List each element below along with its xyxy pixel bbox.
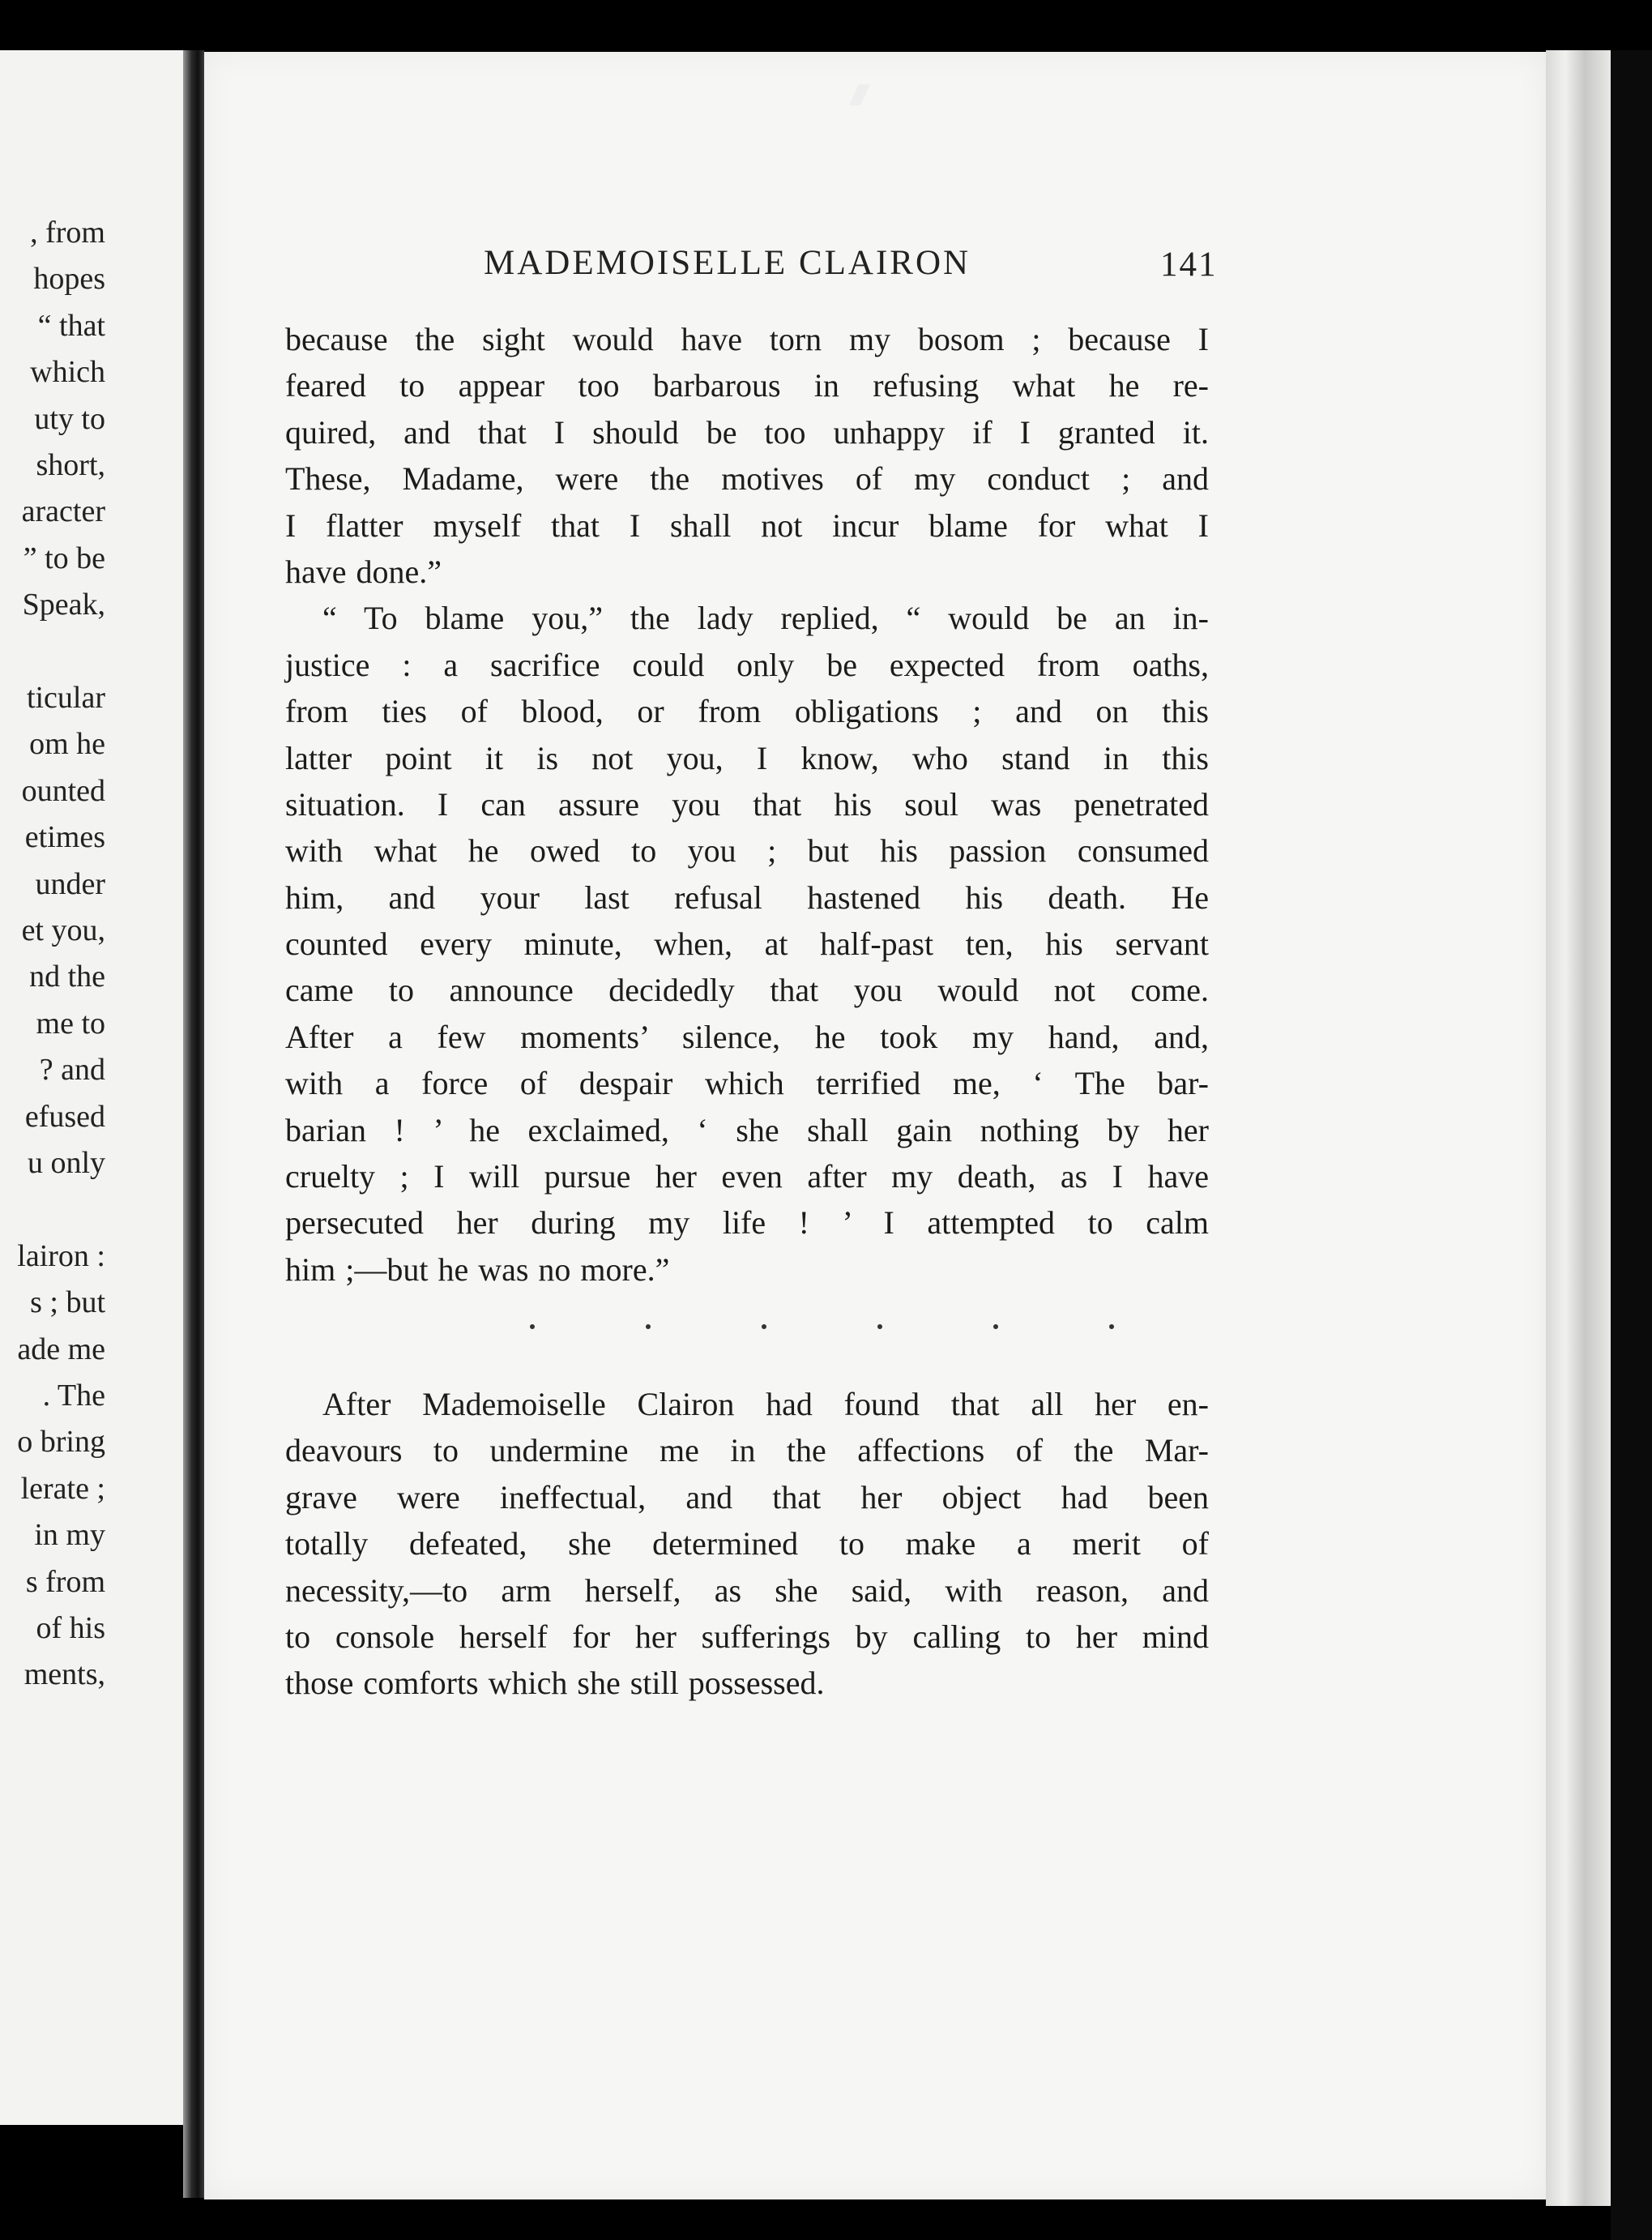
section-break-dot bbox=[1109, 1324, 1114, 1329]
previous-page-line-fragment: Speak, bbox=[22, 588, 105, 622]
text-line: feared to appear too barbarous in refusing what he re- bbox=[285, 367, 1209, 404]
text-line: latter point it is not you, I know, who stand in this bbox=[285, 739, 1209, 776]
section-break-dot bbox=[877, 1324, 882, 1329]
text-line: I flatter myself that I shall not incur blame for what I bbox=[285, 507, 1209, 544]
body-text bbox=[285, 316, 1209, 1293]
text-line: him, and your last refusal hastened his death. He bbox=[285, 878, 1209, 916]
paragraph-3 bbox=[285, 1381, 1209, 1707]
text-line: him ;—but he was no more.” bbox=[285, 1250, 670, 1288]
previous-page-line-fragment: o bring bbox=[17, 1425, 105, 1460]
previous-page-line-fragment: s from bbox=[25, 1564, 105, 1599]
previous-page-line-fragment: ” to be bbox=[23, 541, 105, 575]
running-title: MADEMOISELLE CLAIRON bbox=[484, 244, 971, 282]
previous-page-line-fragment: , from bbox=[30, 216, 105, 250]
previous-page-line-fragment: ade me bbox=[17, 1332, 105, 1366]
page-edge bbox=[1546, 50, 1611, 2206]
text-line: necessity,—to arm herself, as she said, with reason, and bbox=[285, 1571, 1209, 1609]
previous-page-line-fragment: lairon : bbox=[17, 1238, 105, 1273]
text-line: counted every minute, when, at half-past ten, his servant bbox=[285, 925, 1209, 963]
book-gutter bbox=[183, 50, 204, 2198]
previous-page-fragment bbox=[0, 50, 183, 2125]
previous-page-line-fragment: efused bbox=[24, 1099, 105, 1134]
section-break-dot bbox=[646, 1324, 651, 1329]
page-number: 141 bbox=[1160, 246, 1218, 284]
text-line: deavours to undermine me in the affections of the Mar- bbox=[285, 1432, 1209, 1469]
text-line: with a force of despair which terrified me, ‘ The bar- bbox=[285, 1065, 1209, 1102]
text-line: quired, and that I should be too unhappy if I granted it. bbox=[285, 413, 1209, 451]
text-line: because the sight would have torn my bosom ; because I bbox=[285, 321, 1209, 357]
paragraph-1 bbox=[285, 316, 1209, 595]
text-line: After Mademoiselle Clairon had found that all her en- bbox=[322, 1386, 1209, 1422]
text-line: to console herself for her sufferings by calling to her mind bbox=[285, 1618, 1209, 1655]
previous-page-line-fragment: aracter bbox=[21, 494, 105, 529]
text-line: situation. I can assure you that his soul was penetrated bbox=[285, 785, 1209, 823]
previous-page-line-fragment: u only bbox=[27, 1146, 105, 1180]
previous-page-line-fragment: short, bbox=[36, 448, 105, 482]
previous-page-line-fragment: ounted bbox=[21, 773, 105, 808]
section-break-dot bbox=[993, 1324, 998, 1329]
previous-page-line-fragment: which bbox=[30, 355, 105, 390]
previous-page-line-fragment: of his bbox=[36, 1611, 105, 1645]
previous-page-line-fragment: uty to bbox=[34, 401, 105, 436]
running-head bbox=[204, 243, 1546, 289]
previous-page-line-fragment: hopes bbox=[33, 262, 105, 297]
previous-page-line-fragment: s ; but bbox=[30, 1285, 105, 1320]
previous-page-line-fragment: ments, bbox=[23, 1657, 105, 1692]
previous-page-line-fragment: etimes bbox=[24, 820, 105, 855]
book-page bbox=[204, 52, 1546, 2199]
previous-page-line-fragment: ? and bbox=[39, 1053, 105, 1088]
section-break-dot bbox=[762, 1324, 766, 1329]
paragraph-2 bbox=[285, 595, 1209, 1293]
text-line: After a few moments’ silence, he took my hand, and, bbox=[285, 1018, 1209, 1055]
section-break-dots bbox=[285, 1324, 1209, 1357]
previous-page-line-fragment: under bbox=[35, 866, 105, 901]
scan-border bbox=[1611, 50, 1652, 2240]
text-line: from ties of blood, or from obligations ; and on this bbox=[285, 693, 1209, 730]
previous-page-line-fragment: in my bbox=[34, 1518, 105, 1553]
previous-page-line-fragment: me to bbox=[36, 1006, 105, 1041]
previous-page-line-fragment: nd the bbox=[29, 960, 105, 994]
text-line: grave were ineffectual, and that her object had been bbox=[285, 1478, 1209, 1515]
text-line: have done.” bbox=[285, 553, 442, 590]
scan-mark bbox=[849, 84, 870, 105]
text-line: barian ! ’ he exclaimed, ‘ she shall gain nothing by her bbox=[285, 1111, 1209, 1148]
previous-page-line-fragment: om he bbox=[29, 727, 105, 762]
text-line: “ To blame you,” the lady replied, “ would be an in- bbox=[322, 600, 1209, 637]
previous-page-line-fragment: “ that bbox=[37, 308, 105, 343]
section-break-dot bbox=[530, 1324, 535, 1329]
text-line: These, Madame, were the motives of my conduct ; and bbox=[285, 460, 1209, 498]
body-text-continued bbox=[285, 1381, 1209, 1707]
previous-page-line-fragment: ticular bbox=[26, 681, 105, 715]
previous-page-line-fragment: et you, bbox=[21, 913, 105, 947]
text-line: with what he owed to you ; but his passion consumed bbox=[285, 832, 1209, 870]
text-line: justice : a sacrifice could only be expected from oaths, bbox=[285, 646, 1209, 683]
text-line: those comforts which she still possessed. bbox=[285, 1665, 825, 1702]
previous-page-line-fragment: . The bbox=[42, 1379, 105, 1413]
text-line: persecuted her during my life ! ’ I attempted to calm bbox=[285, 1204, 1209, 1242]
text-line: cruelty ; I will pursue her even after my death, as I have bbox=[285, 1158, 1209, 1195]
text-line: came to announce decidedly that you would not come. bbox=[285, 972, 1209, 1009]
previous-page-line-fragment: lerate ; bbox=[20, 1471, 105, 1506]
text-line: totally defeated, she determined to make a merit of bbox=[285, 1525, 1209, 1562]
